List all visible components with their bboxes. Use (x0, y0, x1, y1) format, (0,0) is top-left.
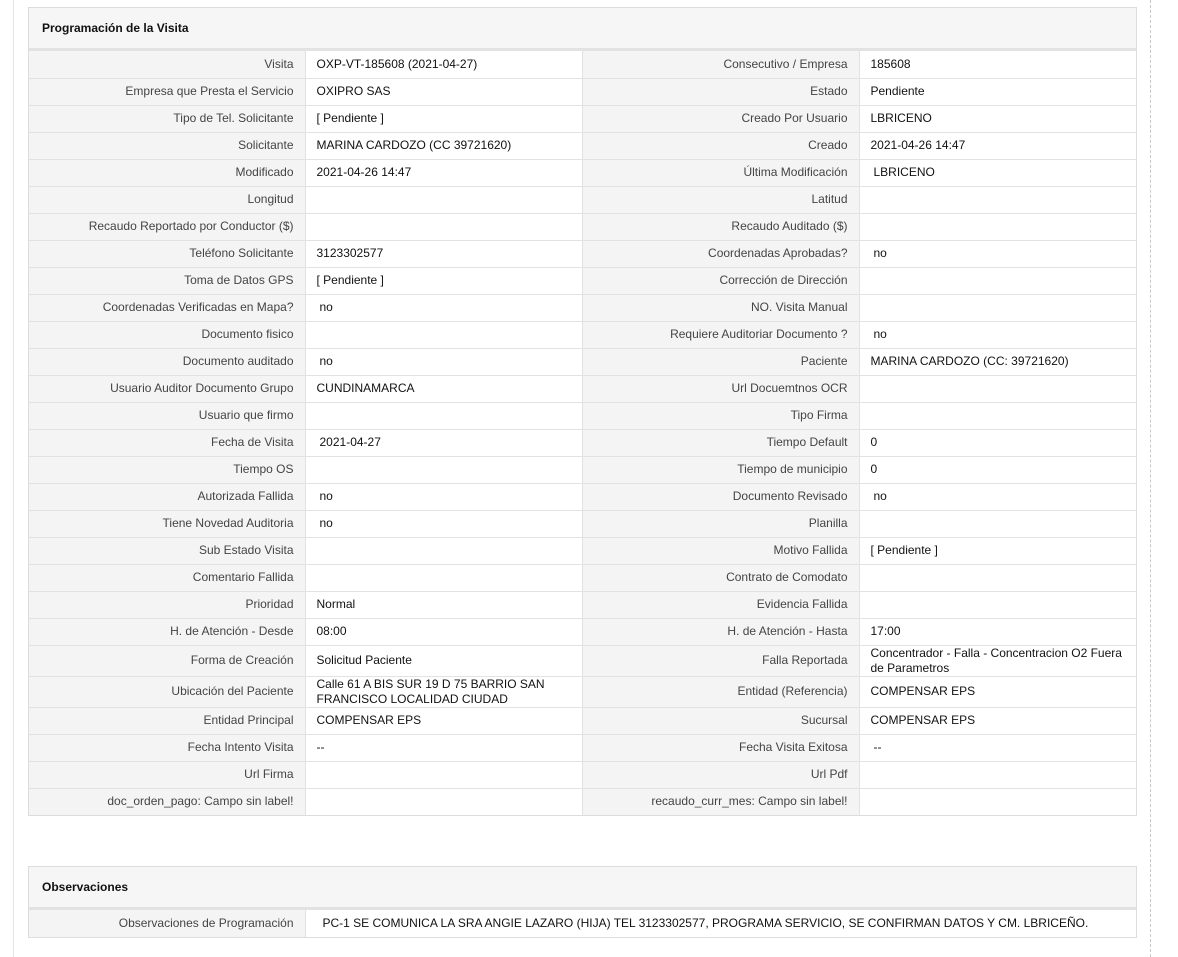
table-row (29, 761, 1136, 788)
table-row (29, 186, 1136, 213)
field-label: Paciente (582, 348, 859, 375)
field-value: 185608 (859, 51, 1136, 78)
field-value (859, 564, 1136, 591)
table-row (29, 375, 1136, 402)
field-label: Comentario Fallida (29, 564, 305, 591)
field-label: Fecha de Visita (29, 429, 305, 456)
field-value (859, 510, 1136, 537)
field-label: Falla Reportada (582, 645, 859, 676)
field-label: Autorizada Fallida (29, 483, 305, 510)
field-label: Longitud (29, 186, 305, 213)
field-label: Prioridad (29, 591, 305, 618)
field-value: MARINA CARDOZO (CC 39721620) (305, 132, 582, 159)
field-label: Planilla (582, 510, 859, 537)
table-row (29, 51, 1136, 78)
field-value (305, 321, 582, 348)
field-label: Última Modificación (582, 159, 859, 186)
frame-right-border (1150, 0, 1151, 957)
table-row (29, 132, 1136, 159)
field-value (305, 761, 582, 788)
field-label: Fecha Visita Exitosa (582, 734, 859, 761)
field-value: -- (859, 734, 1136, 761)
field-value (305, 564, 582, 591)
field-label: Consecutivo / Empresa (582, 51, 859, 78)
table-row (29, 510, 1136, 537)
field-label: Recaudo Reportado por Conductor ($) (29, 213, 305, 240)
field-label: Tipo Firma (582, 402, 859, 429)
field-value: [ Pendiente ] (859, 537, 1136, 564)
field-label: Recaudo Auditado ($) (582, 213, 859, 240)
field-label: Visita (29, 51, 305, 78)
field-value (859, 294, 1136, 321)
field-label: Usuario que firmo (29, 402, 305, 429)
table-row (29, 213, 1136, 240)
field-value: COMPENSAR EPS (859, 707, 1136, 734)
field-label: Forma de Creación (29, 645, 305, 676)
programacion-panel-title: Programación de la Visita (29, 8, 1136, 51)
field-label: doc_orden_pago: Campo sin label! (29, 788, 305, 815)
field-value: OXP-VT-185608 (2021-04-27) (305, 51, 582, 78)
field-label: Entidad Principal (29, 707, 305, 734)
field-label: Creado Por Usuario (582, 105, 859, 132)
table-row (29, 348, 1136, 375)
field-label: Tiene Novedad Auditoria (29, 510, 305, 537)
field-label: Contrato de Comodato (582, 564, 859, 591)
table-row (29, 429, 1136, 456)
observaciones-table (29, 910, 1136, 937)
field-value: no (305, 483, 582, 510)
table-row (29, 537, 1136, 564)
field-value (859, 761, 1136, 788)
field-value: LBRICENO (859, 159, 1136, 186)
field-value (305, 402, 582, 429)
field-value: OXIPRO SAS (305, 78, 582, 105)
observaciones-panel (28, 866, 1137, 938)
field-value (859, 186, 1136, 213)
field-value: -- (305, 734, 582, 761)
field-value: Solicitud Paciente (305, 645, 582, 676)
field-label: Tiempo Default (582, 429, 859, 456)
field-value (859, 375, 1136, 402)
field-value: 2021-04-26 14:47 (859, 132, 1136, 159)
field-label: Solicitante (29, 132, 305, 159)
table-row (29, 645, 1136, 676)
field-label: Tiempo de municipio (582, 456, 859, 483)
field-label: Sucursal (582, 707, 859, 734)
table-row (29, 707, 1136, 734)
field-value: no (305, 510, 582, 537)
field-value (305, 213, 582, 240)
field-value: no (859, 321, 1136, 348)
field-label: H. de Atención - Desde (29, 618, 305, 645)
field-value (305, 456, 582, 483)
field-value (859, 213, 1136, 240)
field-value: [ Pendiente ] (305, 267, 582, 294)
field-label: Empresa que Presta el Servicio (29, 78, 305, 105)
field-label: Entidad (Referencia) (582, 676, 859, 707)
field-label: Modificado (29, 159, 305, 186)
field-value (305, 537, 582, 564)
table-row (29, 591, 1136, 618)
field-value: no (305, 348, 582, 375)
field-value: no (859, 483, 1136, 510)
field-label: Ubicación del Paciente (29, 676, 305, 707)
field-label: Documento auditado (29, 348, 305, 375)
field-value: COMPENSAR EPS (859, 676, 1136, 707)
field-label: Toma de Datos GPS (29, 267, 305, 294)
field-label: Tiempo OS (29, 456, 305, 483)
table-row (29, 321, 1136, 348)
field-label: Requiere Auditoriar Documento ? (582, 321, 859, 348)
field-label: Motivo Fallida (582, 537, 859, 564)
field-value: CUNDINAMARCA (305, 375, 582, 402)
field-label: Fecha Intento Visita (29, 734, 305, 761)
table-row (29, 240, 1136, 267)
field-value: 08:00 (305, 618, 582, 645)
field-value: no (305, 294, 582, 321)
field-label: Observaciones de Programación (29, 910, 305, 937)
table-row (29, 402, 1136, 429)
table-row (29, 734, 1136, 761)
table-row (29, 267, 1136, 294)
field-value: MARINA CARDOZO (CC: 39721620) (859, 348, 1136, 375)
field-value: Concentrador - Falla - Concentracion O2 Fuera de Parametros (859, 645, 1136, 676)
field-value: Pendiente (859, 78, 1136, 105)
field-label: Tipo de Tel. Solicitante (29, 105, 305, 132)
field-value: 2021-04-26 14:47 (305, 159, 582, 186)
field-value: COMPENSAR EPS (305, 707, 582, 734)
table-row (29, 294, 1136, 321)
table-row (29, 78, 1136, 105)
field-value (305, 788, 582, 815)
table-row (29, 788, 1136, 815)
field-value: [ Pendiente ] (305, 105, 582, 132)
field-label: Url Docuemtnos OCR (582, 375, 859, 402)
field-label: Url Pdf (582, 761, 859, 788)
table-row (29, 676, 1136, 707)
field-label: Documento Revisado (582, 483, 859, 510)
field-label: Corrección de Dirección (582, 267, 859, 294)
observaciones-panel-title: Observaciones (29, 867, 1136, 910)
field-label: Usuario Auditor Documento Grupo (29, 375, 305, 402)
field-label: Teléfono Solicitante (29, 240, 305, 267)
table-row (29, 618, 1136, 645)
field-value: LBRICENO (859, 105, 1136, 132)
field-value: no (859, 240, 1136, 267)
field-label: H. de Atención - Hasta (582, 618, 859, 645)
field-label: Latitud (582, 186, 859, 213)
field-value: Normal (305, 591, 582, 618)
field-value: Calle 61 A BIS SUR 19 D 75 BARRIO SAN FRANCISCO LOCALIDAD CIUDAD (305, 676, 582, 707)
field-value (305, 186, 582, 213)
table-row (29, 159, 1136, 186)
field-label: Evidencia Fallida (582, 591, 859, 618)
field-label: Coordenadas Verificadas en Mapa? (29, 294, 305, 321)
field-value: PC-1 SE COMUNICA LA SRA ANGIE LAZARO (HIJA) TEL 3123302577, PROGRAMA SERVICIO, SE CONFIRMAN DATOS Y CM. LBRICEÑO. (305, 910, 1136, 937)
field-label: Url Firma (29, 761, 305, 788)
table-row (29, 564, 1136, 591)
programacion-table (29, 51, 1136, 815)
field-value: 3123302577 (305, 240, 582, 267)
field-value (859, 402, 1136, 429)
table-row (29, 105, 1136, 132)
field-value (859, 788, 1136, 815)
frame-left-border (13, 0, 14, 957)
field-value (859, 267, 1136, 294)
field-label: NO. Visita Manual (582, 294, 859, 321)
field-label: Estado (582, 78, 859, 105)
field-value: 0 (859, 456, 1136, 483)
field-label: Coordenadas Aprobadas? (582, 240, 859, 267)
field-label: Sub Estado Visita (29, 537, 305, 564)
field-value: 2021-04-27 (305, 429, 582, 456)
table-row (29, 483, 1136, 510)
field-value (859, 591, 1136, 618)
field-label: Creado (582, 132, 859, 159)
field-label: recaudo_curr_mes: Campo sin label! (582, 788, 859, 815)
field-value: 17:00 (859, 618, 1136, 645)
field-value: 0 (859, 429, 1136, 456)
field-label: Documento fisico (29, 321, 305, 348)
programacion-panel (28, 7, 1137, 816)
observaciones-row (29, 910, 1136, 937)
table-row (29, 456, 1136, 483)
